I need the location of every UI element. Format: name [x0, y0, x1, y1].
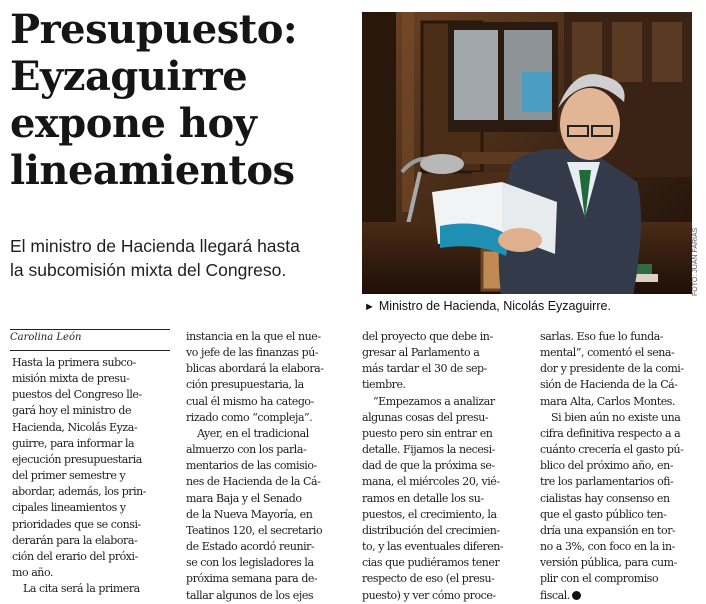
text-line: no a 3%, con foco en la in-	[540, 540, 675, 554]
text-line: misión mixta de presu-	[12, 372, 130, 386]
byline: Carolina León	[10, 332, 82, 343]
text-line: vo jefe de las finanzas pú-	[186, 346, 319, 360]
subhead-line: El ministro de Hacienda llegará hasta	[10, 236, 300, 256]
text-line: nes de Hacienda de la Cá-	[186, 475, 321, 489]
article-column-1	[12, 355, 172, 597]
headline-line: Eyzaguirre	[10, 53, 248, 100]
text-fragment: fiscal.	[540, 588, 570, 602]
article-column-4	[540, 329, 702, 604]
text-line: mentarios de las comisio-	[186, 459, 317, 473]
text-line: próxima semana para de-	[186, 572, 318, 586]
text-line: mara Alta, Carlos Montes.	[540, 394, 676, 408]
end-of-article-icon	[572, 591, 581, 600]
text-line: detalle. Fijamos la necesi-	[362, 443, 495, 457]
text-line: mental”, comentó el sena-	[540, 346, 675, 360]
text-line: prioridades que se consi-	[12, 517, 141, 531]
text-line: sión de Hacienda de la Cá-	[540, 378, 678, 392]
text-line: La cita será la primera	[23, 582, 140, 596]
text-line: ejecución presupuestaria	[12, 452, 142, 466]
text-line: puesto pero sin entrar en	[362, 426, 493, 440]
text-line: puestos, el crecimiento, la	[362, 507, 497, 521]
article-column-2	[186, 329, 348, 604]
text-line: abordar, además, los prin-	[12, 485, 147, 499]
text-line: Teatinos 120, el secretario	[186, 523, 323, 537]
text-line: ramos en detalle los su-	[362, 491, 484, 505]
text-line: puesto) y ver cómo proce-	[362, 588, 496, 602]
caption-marker-icon: ►	[364, 301, 375, 313]
text-line: sarlas. Eso fue lo funda-	[540, 330, 664, 343]
text-line: cias que pudiéramos tener	[362, 556, 500, 570]
text-line: ción del erario del próxi-	[12, 549, 138, 563]
photo-caption	[364, 299, 611, 313]
headline	[10, 6, 350, 194]
text-line: derarán para la elabora-	[12, 533, 138, 547]
text-line: blico del próximo año, en-	[540, 459, 673, 473]
headline-line: Presupuesto:	[10, 6, 298, 53]
text-line: dría una expansión en tor-	[540, 523, 676, 537]
text-line: mo año.	[12, 566, 53, 580]
text-line: más tardar el 30 de sep-	[362, 362, 487, 376]
text-line: cipales lineamientos y	[12, 501, 126, 515]
text-line: dor y presidente de la comi-	[540, 362, 684, 376]
text-line: “Empezamos a analizar	[373, 394, 495, 408]
text-line: distribución del crecimien-	[362, 523, 500, 537]
caption-text: Ministro de Hacienda, Nicolás Eyzaguirre.	[378, 299, 611, 313]
minister-photo	[362, 12, 692, 294]
text-line: del proyecto que debe in-	[362, 330, 493, 343]
text-line: gará hoy el ministro de	[12, 404, 132, 418]
text-line: tre los parlamentarios ofi-	[540, 475, 674, 489]
text-line: plir con el compromiso	[540, 572, 659, 586]
photo-credit: FOTO: JUAN FARIAS	[692, 227, 699, 296]
text-line: guirre, para informar la	[12, 436, 135, 450]
text-line: almuerzo con los parla-	[186, 443, 307, 457]
text-line: cifra definitiva respecto a a	[540, 426, 681, 440]
text-line: se con los legisladores la	[186, 556, 314, 570]
text-line: instancia en la que el nue-	[186, 330, 321, 343]
text-line: que el gasto público ten-	[540, 507, 667, 521]
text-line: cuánto crecería el gasto pú-	[540, 443, 684, 457]
subhead-line: la subcomisión mixta del Congreso.	[10, 260, 287, 280]
text-line: algunas cosas del presu-	[362, 410, 489, 424]
text-line: Ayer, en el tradicional	[197, 426, 309, 440]
text-line-last	[540, 588, 702, 604]
headline-line: expone hoy	[10, 100, 257, 147]
text-line: tiembre.	[362, 378, 406, 392]
text-line: Hasta la primera subco-	[12, 356, 136, 369]
text-line: mana, el miércoles 20, vié-	[362, 475, 500, 489]
text-line: Hacienda, Nicolás Eyza-	[12, 420, 138, 434]
text-line: gresar al Parlamento a	[362, 346, 480, 360]
text-line: Si bien aún no existe una	[551, 410, 681, 424]
text-line: mara Baja y el Senado	[186, 491, 302, 505]
text-line: puestos del Congreso lle-	[12, 388, 142, 402]
byline-divider-top	[10, 329, 170, 330]
text-line: de Estado acordó reunir-	[186, 540, 315, 554]
text-line: blicas abordará la elabora-	[186, 362, 324, 376]
headline-line: lineamientos	[10, 147, 295, 194]
text-line: del primer semestre y	[12, 469, 126, 483]
text-line: cialistas hay consenso en	[540, 491, 670, 505]
text-line: to, y las eventuales diferen-	[362, 540, 504, 554]
subheadline	[10, 234, 360, 282]
text-line: respecto de eso (el presu-	[362, 572, 495, 586]
text-line: rizado como “compleja”.	[186, 410, 313, 424]
text-line: de la Nueva Mayoría, en	[186, 507, 313, 521]
text-line: tallar algunos de los ejes	[186, 588, 314, 602]
byline-divider-bottom	[10, 350, 170, 351]
article-column-3	[362, 329, 526, 604]
text-line: cual él mismo ha catego-	[186, 394, 314, 408]
text-line: ción presupuestaria, la	[186, 378, 304, 392]
photo-illustration	[362, 12, 692, 294]
text-line: dad de que la próxima se-	[362, 459, 495, 473]
text-line: versión pública, para cum-	[540, 556, 677, 570]
